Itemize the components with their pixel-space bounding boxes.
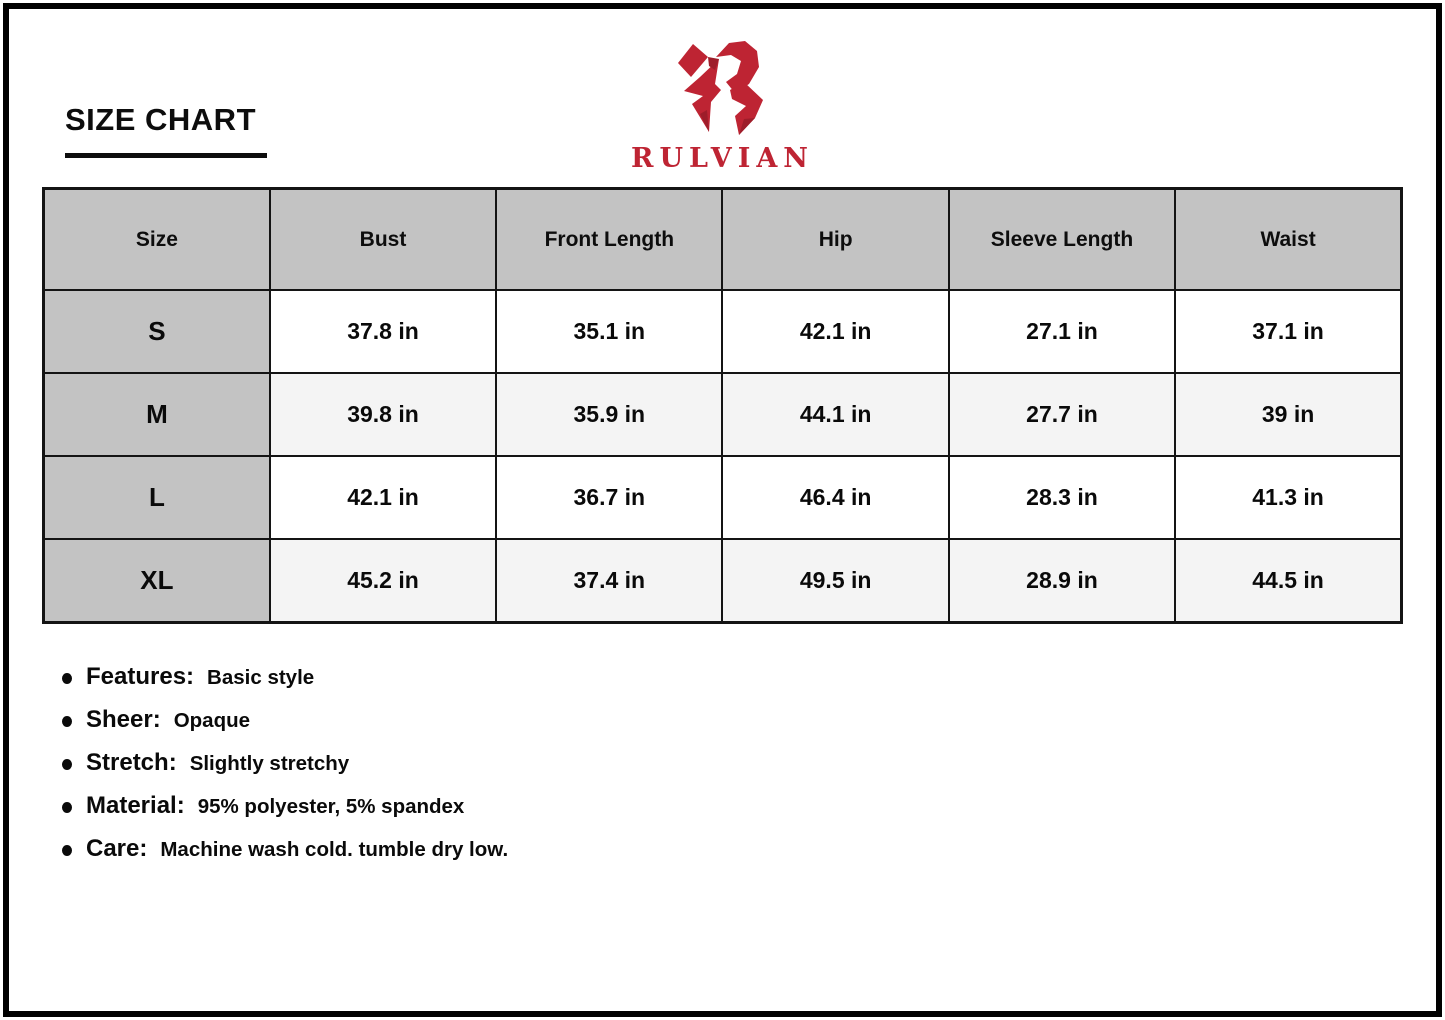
cell-value: 27.7 in [949,373,1175,456]
list-item-stretch [62,749,508,780]
bullet-icon [62,673,72,684]
cell-value: 39.8 in [270,373,496,456]
col-header-hip: Hip [722,189,948,291]
cell-value: 37.8 in [270,290,496,373]
cell-value: 42.1 in [722,290,948,373]
size-label: XL [44,539,270,623]
title-block [65,102,267,158]
cell-value: 49.5 in [722,539,948,623]
col-header-size: Size [44,189,270,291]
cell-value: 39 in [1175,373,1401,456]
table-row-s [44,290,1402,373]
title-underline [65,153,267,158]
cell-value: 28.9 in [949,539,1175,623]
detail-value: Slightly stretchy [189,752,350,775]
detail-label: Material: [86,792,185,819]
size-label: M [44,373,270,456]
list-item-material [62,792,508,823]
cell-value: 44.1 in [722,373,948,456]
cell-value: 42.1 in [270,456,496,539]
detail-label: Sheer: [86,706,161,733]
list-item-features [62,663,508,694]
brand-wordmark: RULVIAN [631,143,814,174]
list-item-care [62,835,508,866]
cell-value: 41.3 in [1175,456,1401,539]
cell-value: 37.4 in [496,539,722,623]
col-header-waist: Waist [1175,189,1401,291]
rulvian-r-logo-icon [677,40,769,140]
list-item-sheer [62,706,508,737]
detail-value: Basic style [207,666,315,689]
col-header-sleeve-length: Sleeve Length [949,189,1175,291]
detail-label: Stretch: [86,749,177,776]
detail-value: 95% polyester, 5% spandex [197,795,465,818]
cell-value: 35.1 in [496,290,722,373]
bullet-icon [62,845,72,856]
size-label: S [44,290,270,373]
detail-value: Opaque [173,709,251,732]
brand-logo [593,40,853,174]
cell-value: 46.4 in [722,456,948,539]
page-title: SIZE CHART [65,102,256,137]
cell-value: 27.1 in [949,290,1175,373]
bullet-icon [62,759,72,770]
detail-value: Machine wash cold. tumble dry low. [160,838,509,861]
col-header-front-length: Front Length [496,189,722,291]
detail-label: Care: [86,835,148,862]
cell-value: 36.7 in [496,456,722,539]
cell-value: 28.3 in [949,456,1175,539]
table-row-xl [44,539,1402,623]
table-row-l [44,456,1402,539]
product-details-list [62,663,508,878]
bullet-icon [62,716,72,727]
size-label: L [44,456,270,539]
cell-value: 37.1 in [1175,290,1401,373]
cell-value: 35.9 in [496,373,722,456]
bullet-icon [62,802,72,813]
cell-value: 44.5 in [1175,539,1401,623]
size-table [42,187,1403,624]
detail-label: Features: [86,663,195,690]
table-header-row [44,189,1402,291]
col-header-bust: Bust [270,189,496,291]
table-row-m [44,373,1402,456]
cell-value: 45.2 in [270,539,496,623]
